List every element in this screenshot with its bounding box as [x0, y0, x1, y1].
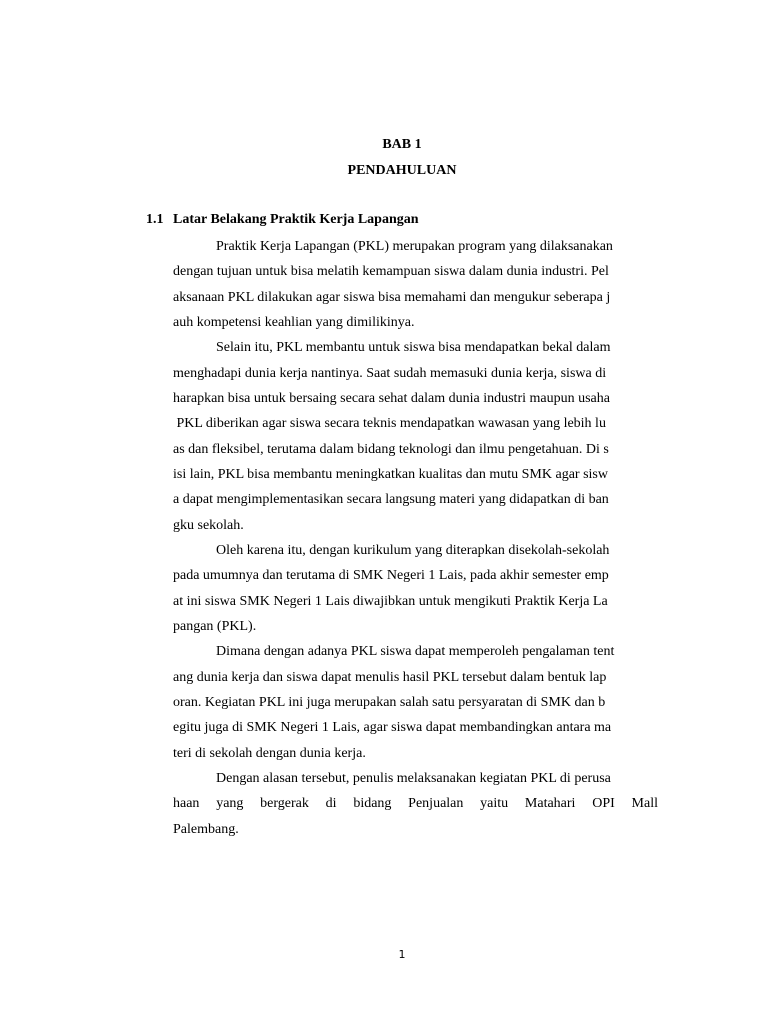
paragraph-2-line-1: Selain itu, PKL membantu untuk siswa bisa mendapatkan bekal dalam: [216, 340, 611, 355]
paragraph-4-line-1: Dimana dengan adanya PKL siswa dapat memperoleh pengalaman tent: [216, 644, 615, 659]
section-number: 1.1: [146, 212, 164, 227]
paragraph-1-line-2: dengan tujuan untuk bisa melatih kemampuan siswa dalam dunia industri. Pel: [173, 264, 609, 279]
paragraph-3-line-2: pada umumnya dan terutama di SMK Negeri 1 Lais, pada akhir semester emp: [173, 568, 609, 583]
section-heading: [146, 212, 419, 228]
page-number: 1: [398, 948, 406, 961]
paragraph-1-line-1: Praktik Kerja Lapangan (PKL) merupakan program yang dilaksanakan: [216, 239, 613, 254]
paragraph-3-line-4: pangan (PKL).: [173, 619, 257, 634]
chapter-title: PENDAHULUAN: [347, 163, 457, 178]
paragraph-3-line-1: Oleh karena itu, dengan kurikulum yang diterapkan disekolah-sekolah: [216, 543, 610, 558]
paragraph-1-line-4: auh kompetensi keahlian yang dimilikinya.: [173, 315, 415, 330]
paragraph-4-line-2: ang dunia kerja dan siswa dapat menulis hasil PKL tersebut dalam bentuk lap: [173, 670, 607, 685]
paragraph-2-line-8: gku sekolah.: [173, 518, 244, 533]
paragraph-5-line-2: haan yang bergerak di bidang Penjualan yaitu Matahari OPI Mall: [173, 796, 658, 811]
paragraph-1-line-3: aksanaan PKL dilakukan agar siswa bisa memahami dan mengukur seberapa j: [173, 290, 611, 305]
paragraph-4-line-3: oran. Kegiatan PKL ini juga merupakan salah satu persyaratan di SMK dan b: [173, 695, 606, 710]
paragraph-2-line-2: menghadapi dunia kerja nantinya. Saat sudah memasuki dunia kerja, siswa di: [173, 366, 607, 381]
paragraph-4-line-4: egitu juga di SMK Negeri 1 Lais, agar siswa dapat membandingkan antara ma: [173, 720, 612, 735]
paragraph-5-line-1: Dengan alasan tersebut, penulis melaksanakan kegiatan PKL di perusa: [216, 771, 611, 786]
paragraph-3-line-3: at ini siswa SMK Negeri 1 Lais diwajibkan untuk mengikuti Praktik Kerja La: [173, 594, 608, 609]
paragraph-2-line-4: PKL diberikan agar siswa secara teknis mendapatkan wawasan yang lebih lu: [173, 416, 606, 431]
paragraph-2-line-3: harapkan bisa untuk bersaing secara sehat dalam dunia industri maupun usaha: [173, 391, 610, 406]
section-title: Latar Belakang Praktik Kerja Lapangan: [173, 212, 419, 227]
chapter-number: BAB 1: [382, 137, 422, 152]
paragraph-5-line-3: Palembang.: [173, 822, 239, 837]
paragraph-4-line-5: teri di sekolah dengan dunia kerja.: [173, 746, 366, 761]
paragraph-2-line-6: isi lain, PKL bisa membantu meningkatkan kualitas dan mutu SMK agar sisw: [173, 467, 608, 482]
paragraph-2-line-7: a dapat mengimplementasikan secara langsung materi yang didapatkan di ban: [173, 492, 609, 507]
paragraph-2-line-5: as dan fleksibel, terutama dalam bidang teknologi dan ilmu pengetahuan. Di s: [173, 442, 609, 457]
